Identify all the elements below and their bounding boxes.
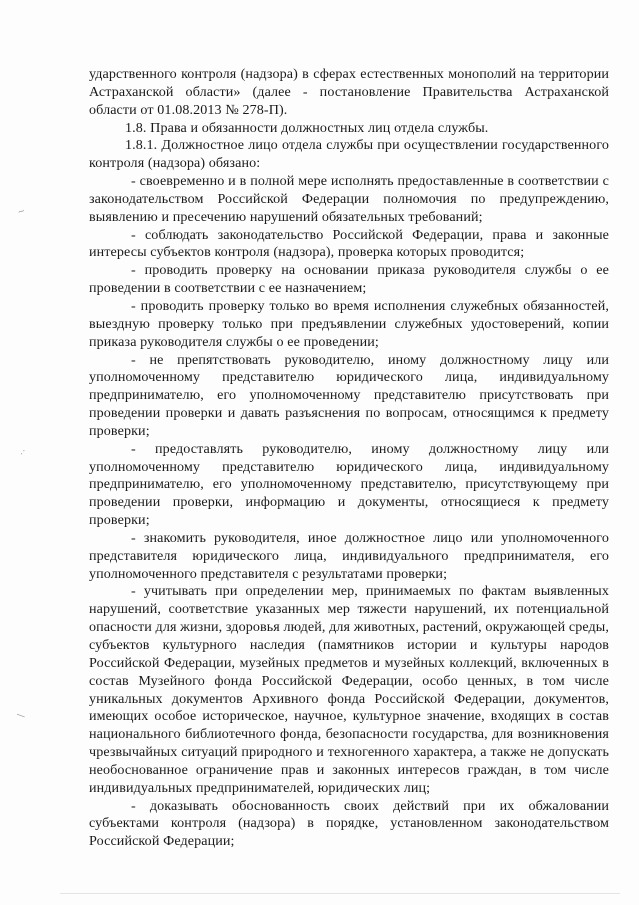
list-item: - учитывать при определении мер, принимаемых по фактам выявленных нарушений, соответствие указанных мер тяжести нарушений, их потенциальной опасности для жизни, здоровья людей, для животных, растений, окружающей среды, субъектов культурного наследия (памятников истории и культуры народов Российской Федерации, музейных предметов и музейных коллекций, включенных в состав Музейного фонда Российской Федерации, особо ценных, в том числе уникальных документов Архивного фонда Российской Федерации, документов, имеющих особое историческое, научное, культурное значение, входящих в состав национального библиотечного фонда, безопасности государства, для возникновения чрезвычайных ситуаций природного и техногенного характера, а также не допускать необоснованное ограничение прав и законных интересов граждан, в том числе индивидуальных предпринимателей, юридических лиц; <box>89 583 609 796</box>
list-item: - не препятствовать руководителю, иному должностному лицу или уполномоченному представителю юридического лица, индивидуальному предпринимателю, его уполномоченному представителю присутствовать при проведении проверки и давать разъяснения по вопросам, относящимся к предмету проверки; <box>89 351 609 439</box>
subsection-heading: 1.8.1. Должностное лицо отдела службы при осуществлении государственного контроля (надзора) обязано: <box>89 137 609 172</box>
document-body <box>89 66 609 851</box>
margin-mark: .· <box>18 446 27 458</box>
margin-mark: ~ <box>16 206 27 218</box>
margin-mark: — <box>14 709 27 723</box>
list-item: - предоставлять руководителю, иному должностному лицу или уполномоченному представителю юридического лица, индивидуальному предпринимателю, его уполномоченному представителю, присутствующему при проведении проверки, информацию и документы, относящиеся к предмету проверки; <box>89 440 609 529</box>
list-item: - своевременно и в полной мере исполнять предоставленные в соответствии с законодательством Российской Федерации полномочия по предупреждению, выявлению и пресечению нарушений обязательных требований; <box>89 173 609 225</box>
list-item: - доказывать обоснованность своих действий при их обжаловании субъектами контроля (надзора) в порядке, установленном законодательством Российской Федерации; <box>89 797 609 850</box>
section-heading: 1.8. Права и обязанности должностных лиц отдела службы. <box>125 119 489 136</box>
list-item: - знакомить руководителя, иное должностное лицо или уполномоченного представителя юридического лица, индивидуального предпринимателя, его уполномоченного представителя с результатами проверки; <box>89 529 609 582</box>
paragraph: ударственного контроля (надзора) в сферах естественных монополий на территории Астраханской области» (далее - постановление Правительства Астраханской области от 01.08.2013 № 278-П). <box>89 66 609 118</box>
list-item: - соблюдать законодательство Российской Федерации, права и законные интересы субъектов контроля (надзора), проверка которых проводится; <box>89 226 609 261</box>
scan-edge <box>60 893 620 894</box>
list-item: - проводить проверку только во время исполнения служебных обязанностей, выездную проверку только при предъявлении служебных удостоверений, копии приказа руководителя службы о ее проведении; <box>89 297 609 350</box>
list-item: - проводить проверку на основании приказа руководителя службы о ее проведении в соответствии с ее назначением; <box>89 262 609 297</box>
